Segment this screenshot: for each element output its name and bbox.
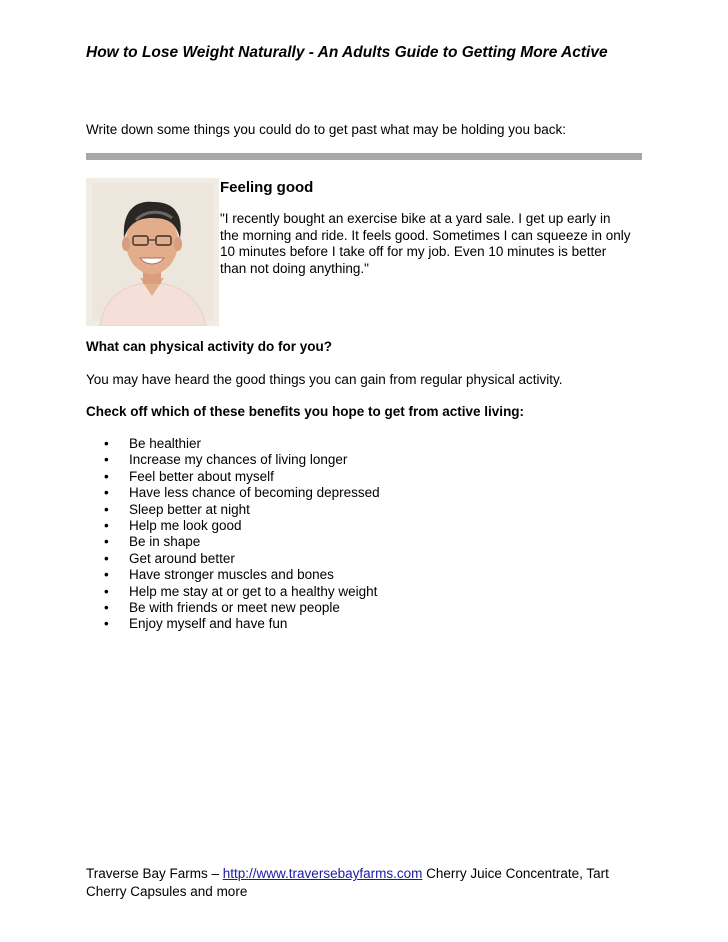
benefit-label: Sleep better at night	[129, 501, 250, 517]
list-item	[86, 452, 380, 468]
benefit-label: Feel better about myself	[129, 468, 274, 484]
footer-prefix: Traverse Bay Farms –	[86, 866, 223, 881]
bullet-icon: •	[104, 550, 109, 566]
list-item	[86, 502, 380, 518]
website-link[interactable]: http://www.traversebayfarms.com	[222, 866, 423, 881]
footer-text	[86, 865, 648, 901]
bullet-icon: •	[104, 485, 109, 501]
section-heading: What can physical activity do for you?	[86, 339, 333, 354]
benefit-label: Be in shape	[129, 534, 201, 550]
list-item	[86, 567, 380, 583]
benefit-label: Have less chance of becoming depressed	[129, 485, 380, 501]
testimonial-heading: Feeling good	[220, 179, 314, 196]
footer-suffix: Cherry Juice Concentrate, Tart Cherry Capsules and more	[86, 866, 609, 899]
benefits-list	[86, 436, 380, 633]
bullet-icon: •	[104, 567, 109, 583]
bullet-icon: •	[104, 517, 109, 533]
testimonial-quote: "I recently bought an exercise bike at a yard sale. I get up early in the morning and ride. It feels good. Sometimes I can squeeze in only 10 minutes before I take off for my job. Even 10 minutes is better than not doing anything."	[220, 211, 631, 276]
divider-bar	[86, 153, 642, 160]
benefit-label: Enjoy myself and have fun	[129, 616, 288, 632]
bullet-icon: •	[104, 616, 109, 632]
checklist-heading: Check off which of these benefits you hope to get from active living:	[86, 404, 525, 419]
bullet-icon: •	[104, 436, 109, 451]
benefit-label: Increase my chances of living longer	[129, 452, 348, 468]
list-item	[86, 485, 380, 501]
bullet-icon: •	[104, 501, 109, 517]
benefit-label: Help me look good	[129, 517, 242, 533]
benefit-label: Be healthier	[129, 436, 202, 451]
list-item	[86, 600, 380, 616]
list-item	[86, 551, 380, 567]
man-portrait-image	[86, 178, 219, 326]
bullet-icon: •	[104, 599, 109, 615]
section-paragraph: You may have heard the good things you can gain from regular physical activity.	[86, 372, 563, 387]
list-item	[86, 518, 380, 534]
list-item	[86, 584, 380, 600]
bullet-icon: •	[104, 468, 109, 484]
list-item	[86, 469, 380, 485]
benefit-label: Get around better	[129, 550, 235, 566]
list-item	[86, 616, 380, 632]
bullet-icon: •	[104, 452, 109, 468]
bullet-icon: •	[104, 534, 109, 550]
list-item	[86, 436, 380, 452]
testimonial-photo	[86, 178, 219, 326]
benefit-label: Have stronger muscles and bones	[129, 567, 334, 583]
benefit-label: Be with friends or meet new people	[129, 599, 340, 615]
list-item	[86, 534, 380, 550]
document-title: How to Lose Weight Naturally - An Adults Guide to Getting More Active	[86, 44, 608, 61]
bullet-icon: •	[104, 583, 109, 599]
benefit-label: Help me stay at or get to a healthy weight	[129, 583, 378, 599]
intro-text: Write down some things you could do to get past what may be holding you back:	[86, 122, 567, 137]
